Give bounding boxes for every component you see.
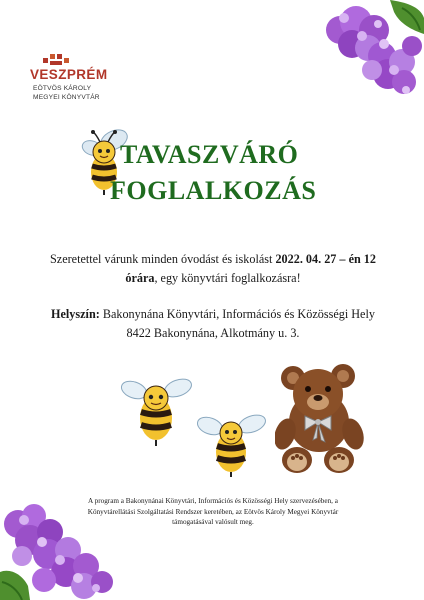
invitation-text-after: , egy könyvtári foglalkozásra!: [154, 271, 301, 285]
title-line1: TAVASZVÁRÓ: [120, 140, 299, 169]
location-text: [40, 305, 386, 343]
library-logo: [30, 52, 130, 104]
logo-name: VESZPRÉM: [30, 67, 108, 82]
title-line2: FOGLALKOZÁS: [110, 176, 317, 205]
logo-subtitle-line2: MEGYEI KÖNYVTÁR: [33, 94, 100, 101]
bee-pair-icon: [120, 372, 280, 477]
footer-line1: A program a Bakonynánai Könyvtári, Információs és Közösségi Hely szervezésében, a: [88, 497, 338, 505]
location-line1: Bakonynána Könyvtári, Információs és Közösségi Hely: [99, 307, 375, 321]
invitation-date: 2022. 04. 27 – én 12 órára: [125, 252, 376, 285]
lilac-flowers-top-right-icon: [312, 0, 424, 105]
footer-line3: támogatásával valósult meg.: [172, 518, 254, 526]
logo-subtitle-line1: EÖTVÖS KÁROLY: [33, 85, 92, 92]
castle-crown-icon: [43, 52, 69, 66]
location-line2: 8422 Bakonynána, Alkotmány u. 3.: [126, 326, 300, 340]
location-label: Helyszín:: [51, 307, 100, 321]
invitation-text: [40, 250, 386, 288]
teddy-bear-icon: [275, 364, 365, 476]
lilac-flowers-bottom-left-icon: [0, 502, 118, 600]
invitation-text-before: Szeretettel várunk minden óvodást és iskolást: [50, 252, 276, 266]
footer-line2: Könyvtárellátási Szolgáltatási Rendszer keretében, az Eötvös Károly Megyei Könyvtár: [87, 507, 339, 516]
